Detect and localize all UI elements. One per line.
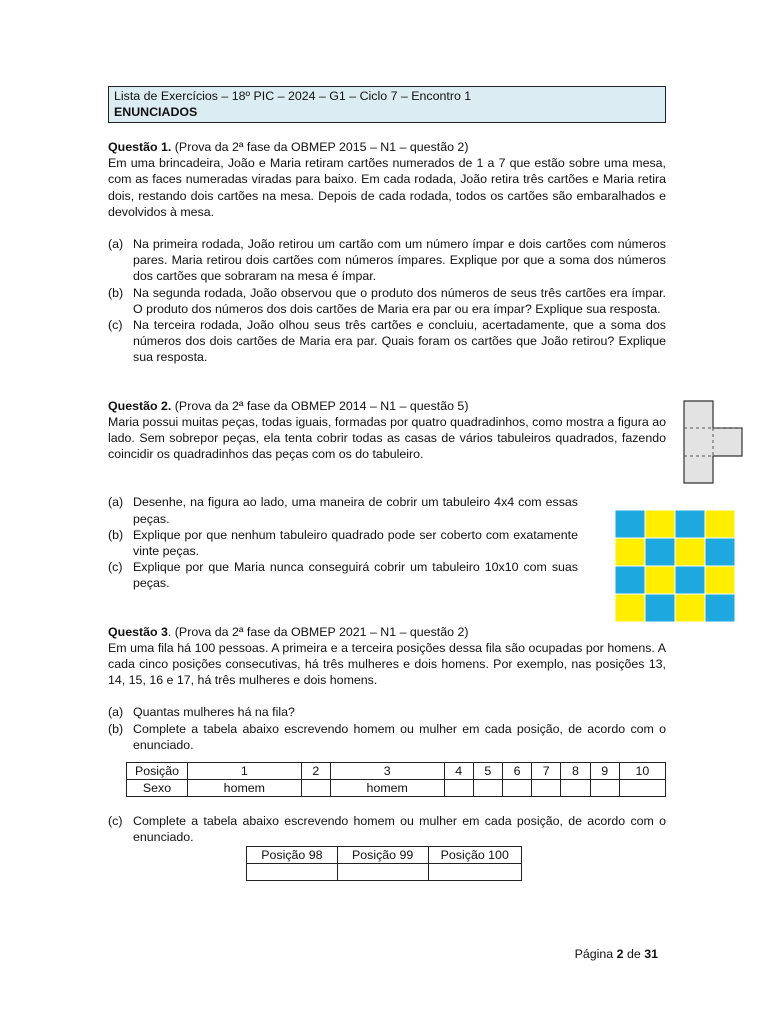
table-cell: 4: [444, 763, 473, 780]
table-row: [127, 763, 666, 780]
table-cell: 8: [561, 763, 590, 780]
page-number: 2: [616, 947, 624, 961]
board-cell[interactable]: [705, 594, 735, 622]
table-cell: 6: [502, 763, 531, 780]
board-cell[interactable]: [705, 538, 735, 566]
header-title: Lista de Exercícios – 18º PIC – 2024 – G1 – Ciclo 7 – Encontro 1: [114, 89, 472, 103]
table-cell[interactable]: [444, 780, 473, 797]
table-cell: 10: [619, 763, 665, 780]
board-cell[interactable]: [675, 510, 705, 538]
board-cell[interactable]: [705, 566, 735, 594]
table-cell: 1: [188, 763, 302, 780]
table-cell: 5: [473, 763, 502, 780]
position-table-2: [246, 846, 522, 881]
table-cell: Posição: [127, 763, 188, 780]
page-content: [108, 86, 666, 881]
table-cell[interactable]: [428, 863, 522, 880]
question-1-title: Questão 1.: [108, 140, 172, 154]
board-cell[interactable]: [615, 510, 645, 538]
table-row: [247, 863, 522, 880]
question-2-text: Maria possui muitas peças, todas iguais, formadas por quatro quadradinhos, como mostra a figura ao lado. Sem sobrepor peças, ela tenta cobrir todas as casas de vários tabuleiros quadrados, fazendo coincidir os quadradinhos das peças com os do tabuleiro.: [108, 414, 666, 462]
board-cell[interactable]: [645, 510, 675, 538]
table-cell: 3: [330, 763, 444, 780]
question-2: [108, 398, 666, 592]
board-cell[interactable]: [615, 566, 645, 594]
list-item: (b) Complete a tabela abaixo escrevendo homem ou mulher em cada posição, de acordo com o enunciado.: [108, 721, 666, 752]
page-footer: Página 2 de 31: [574, 947, 658, 961]
question-3-title: Questão 3: [108, 624, 168, 639]
board-cell[interactable]: [645, 538, 675, 566]
list-item: (a) Na primeira rodada, João retirou um cartão com um número ímpar e dois cartões com números pares. Maria retirou dois cartões com números ímpares. Explique por que a soma dos números dos cartões que sobraram na mesa é ímpar.: [108, 237, 666, 284]
table-cell[interactable]: [473, 780, 502, 797]
question-3: [108, 624, 666, 881]
table-cell[interactable]: homem: [330, 780, 444, 797]
board-cell[interactable]: [645, 566, 675, 594]
board-cell[interactable]: [675, 538, 705, 566]
table-row: [127, 780, 666, 797]
table-cell[interactable]: [247, 863, 338, 880]
header-subtitle: ENUNCIADOS: [114, 105, 198, 119]
question-2-items: [108, 494, 578, 591]
table-cell[interactable]: [590, 780, 619, 797]
question-3-items: [108, 704, 666, 753]
table-cell: Posição 100: [428, 846, 522, 863]
list-item: (b) Na segunda rodada, João observou que o produto dos números de seus três cartões era ímpar. O produto dos números dos dois cartões de Maria era par ou era ímpar? Explique sua resposta.: [108, 285, 666, 316]
board-cell[interactable]: [675, 594, 705, 622]
board-cell[interactable]: [615, 538, 645, 566]
list-item: (a) Desenhe, na figura ao lado, uma maneira de cobrir um tabuleiro 4x4 com essas peças.: [108, 495, 578, 526]
list-item: (a) Quantas mulheres há na fila?: [108, 705, 295, 720]
question-1-text: Em uma brincadeira, João e Maria retiram cartões numerados de 1 a 7 que estão sobre uma mesa, com as faces numeradas viradas para baixo. Em cada rodada, João retira três cartões e Maria retira dois, restando dois cartões na mesa. Depois de cada rodada, todos os cartões são embaralhados e devolvidos à mesa.: [108, 156, 666, 219]
board-4x4-figure[interactable]: [614, 509, 736, 623]
question-2-title: Questão 2.: [108, 398, 172, 413]
table-cell[interactable]: homem: [188, 780, 302, 797]
page-total: 31: [644, 947, 658, 961]
table-cell[interactable]: [561, 780, 590, 797]
table-cell: 2: [301, 763, 330, 780]
table-cell[interactable]: [337, 863, 428, 880]
table-cell[interactable]: [502, 780, 531, 797]
table-cell[interactable]: [619, 780, 665, 797]
list-item: (c) Explique por que Maria nunca conseguirá cobrir um tabuleiro 10x10 com suas peças.: [108, 560, 578, 591]
board-cell[interactable]: [645, 594, 675, 622]
table-cell: Sexo: [127, 780, 188, 797]
question-1-source: (Prova da 2ª fase da OBMEP 2015 – N1 – questão 2): [171, 140, 469, 154]
question-1: [108, 139, 666, 366]
header-box: [108, 86, 666, 123]
table-cell: Posição 99: [337, 846, 428, 863]
tetromino-piece-figure: [683, 400, 745, 484]
table-cell[interactable]: [532, 780, 561, 797]
board-cell[interactable]: [675, 566, 705, 594]
question-3-source: . (Prova da 2ª fase da OBMEP 2021 – N1 – questão 2): [167, 624, 469, 639]
table-cell: 9: [590, 763, 619, 780]
question-3-text: Em uma fila há 100 pessoas. A primeira e a terceira posições dessa fila são ocupadas por homens. A cada cinco posições consecutivas, há três mulheres e dois homens. Por exemplo, nas posições 13, 14, 15, 16 e 17, há três mulheres e dois homens.: [108, 640, 666, 688]
table-cell: Posição 98: [247, 846, 338, 863]
board-cell[interactable]: [705, 510, 735, 538]
list-item: (c) Na terceira rodada, João olhou seus três cartões e concluiu, acertadamente, que a soma dos números dos dois cartões de Maria era par. Quais foram os cartões que João retirou? Explique sua resposta.: [108, 318, 666, 365]
board-cell[interactable]: [615, 594, 645, 622]
list-item: (c) Complete a tabela abaixo escrevendo homem ou mulher em cada posição, de acordo com o enunciado.: [108, 814, 666, 845]
question-2-source: (Prova da 2ª fase da OBMEP 2014 – N1 – questão 5): [171, 398, 469, 413]
list-item: (b) Explique por que nenhum tabuleiro quadrado pode ser coberto com exatamente vinte peças.: [108, 527, 578, 559]
table-cell[interactable]: [301, 780, 330, 797]
position-table-1: [126, 762, 666, 797]
question-1-items: [108, 236, 666, 366]
table-row: [247, 846, 522, 863]
question-3-item-c: [108, 813, 666, 845]
table-cell: 7: [532, 763, 561, 780]
